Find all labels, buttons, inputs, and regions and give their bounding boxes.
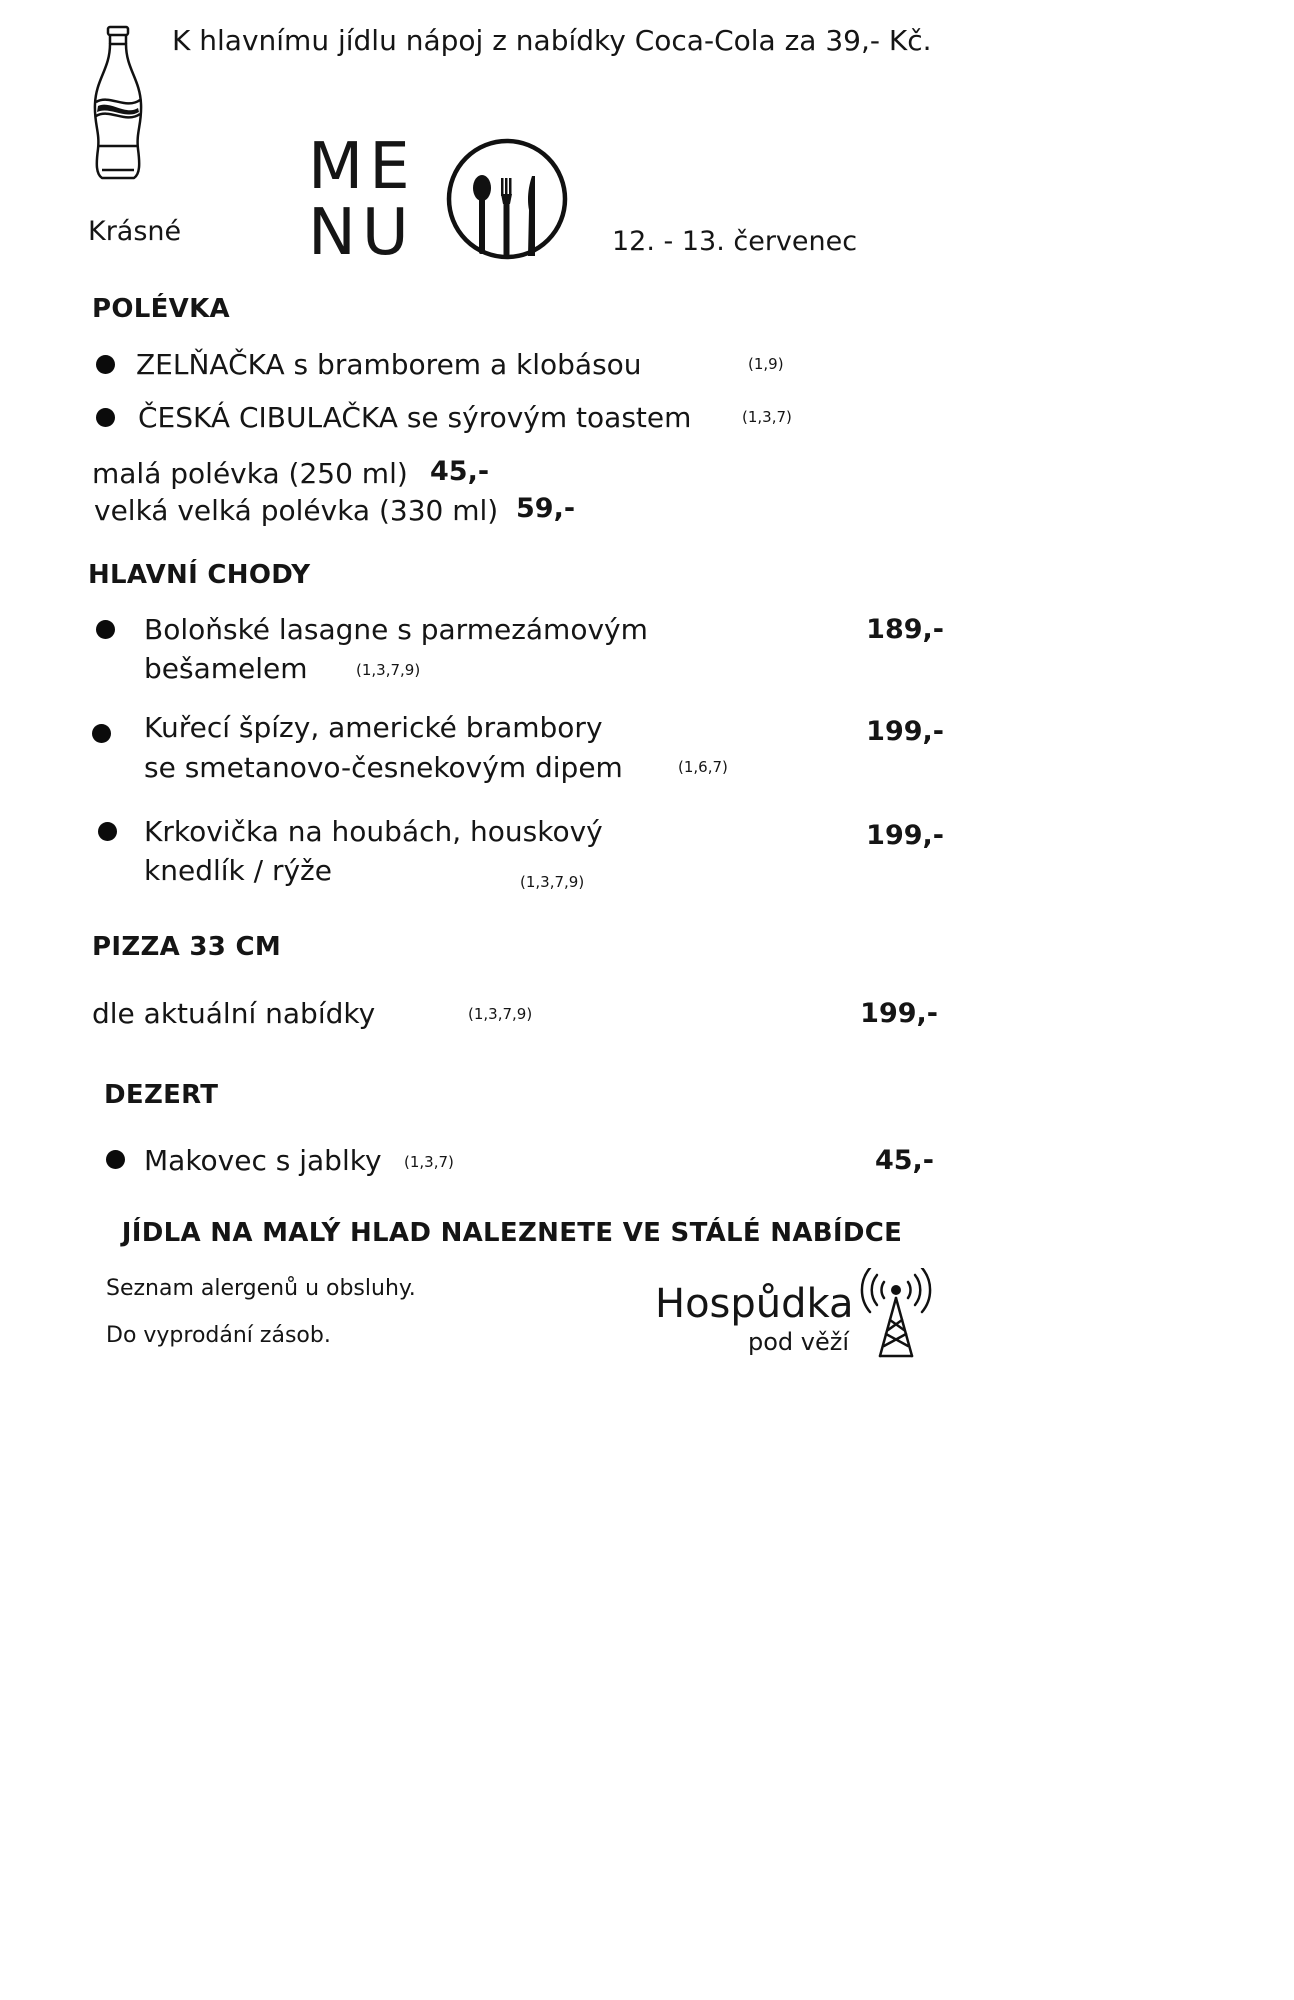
soup-small-label: malá polévka (250 ml) bbox=[92, 457, 408, 490]
main-1-line2: bešamelem bbox=[144, 652, 308, 685]
main-3-bullet bbox=[98, 822, 117, 841]
pizza-price: 199,- bbox=[860, 998, 938, 1029]
soup-small-price: 45,- bbox=[430, 456, 490, 487]
main-1-allergens: (1,3,7,9) bbox=[356, 661, 421, 679]
main-3-line2: knedlík / rýže bbox=[144, 854, 332, 887]
main-2-bullet bbox=[92, 724, 111, 743]
soup-1-allergens: (1,9) bbox=[748, 355, 784, 373]
main-2-price: 199,- bbox=[866, 716, 944, 747]
main-2-line2: se smetanovo-česnekovým dipem bbox=[144, 751, 623, 784]
main-1-bullet bbox=[96, 620, 115, 639]
soup-2-name: ČESKÁ CIBULAČKA se sýrovým toastem bbox=[138, 401, 692, 434]
main-3-price: 199,- bbox=[866, 820, 944, 851]
menu-title-line1: ME bbox=[308, 130, 416, 204]
allergen-note: Seznam alergenů u obsluhy. bbox=[106, 1276, 416, 1301]
pizza-name: dle aktuální nabídky bbox=[92, 997, 376, 1030]
soup-2-allergens: (1,3,7) bbox=[742, 408, 792, 426]
dessert-heading: DEZERT bbox=[104, 1080, 219, 1110]
logo-subtitle: pod věží bbox=[747, 1328, 849, 1356]
hospudka-logo bbox=[655, 1280, 855, 1356]
soup-2-bullet bbox=[96, 408, 115, 427]
pizza-allergens: (1,3,7,9) bbox=[468, 1005, 533, 1023]
soup-heading: POLÉVKA bbox=[92, 294, 230, 324]
main-2-allergens: (1,6,7) bbox=[678, 758, 728, 776]
dessert-allergens: (1,3,7) bbox=[404, 1153, 454, 1171]
date-text: 12. - 13. červenec bbox=[612, 226, 858, 257]
cutlery-plate-icon bbox=[444, 136, 570, 262]
main-3-allergens: (1,3,7,9) bbox=[520, 873, 585, 891]
stock-note: Do vyprodání zásob. bbox=[106, 1323, 331, 1348]
dessert-bullet bbox=[106, 1150, 125, 1169]
soup-1-name: ZELŇAČKA s bramborem a klobásou bbox=[136, 348, 642, 381]
dessert-price: 45,- bbox=[874, 1145, 934, 1176]
radio-tower-icon bbox=[858, 1268, 934, 1360]
mains-heading: HLAVNÍ CHODY bbox=[88, 560, 311, 590]
main-1-line1: Boloňské lasagne s parmezámovým bbox=[144, 613, 648, 646]
soup-large-price: 59,- bbox=[516, 493, 576, 524]
small-hunger-banner: JÍDLA NA MALÝ HLAD NALEZNETE VE STÁLÉ NABÍDCE bbox=[121, 1218, 903, 1248]
drink-offer-text: K hlavnímu jídlu nápoj z nabídky Coca-Cola za 39,- Kč. bbox=[172, 24, 932, 57]
menu-title-line2: NU bbox=[308, 196, 415, 270]
coca-cola-bottle-icon bbox=[86, 24, 150, 184]
main-2-line1: Kuřecí špízy, americké brambory bbox=[144, 711, 603, 744]
greeting-text: Krásné bbox=[88, 216, 182, 247]
main-3-line1: Krkovička na houbách, houskový bbox=[144, 815, 603, 848]
main-1-price: 189,- bbox=[866, 614, 944, 645]
soup-large-label: velká velká polévka (330 ml) bbox=[94, 494, 499, 527]
menu-title bbox=[308, 130, 416, 270]
pizza-heading: PIZZA 33 CM bbox=[92, 932, 282, 962]
logo-name: Hospůdka bbox=[655, 1281, 854, 1327]
dessert-name: Makovec s jablky bbox=[144, 1144, 382, 1177]
soup-1-bullet bbox=[96, 355, 115, 374]
